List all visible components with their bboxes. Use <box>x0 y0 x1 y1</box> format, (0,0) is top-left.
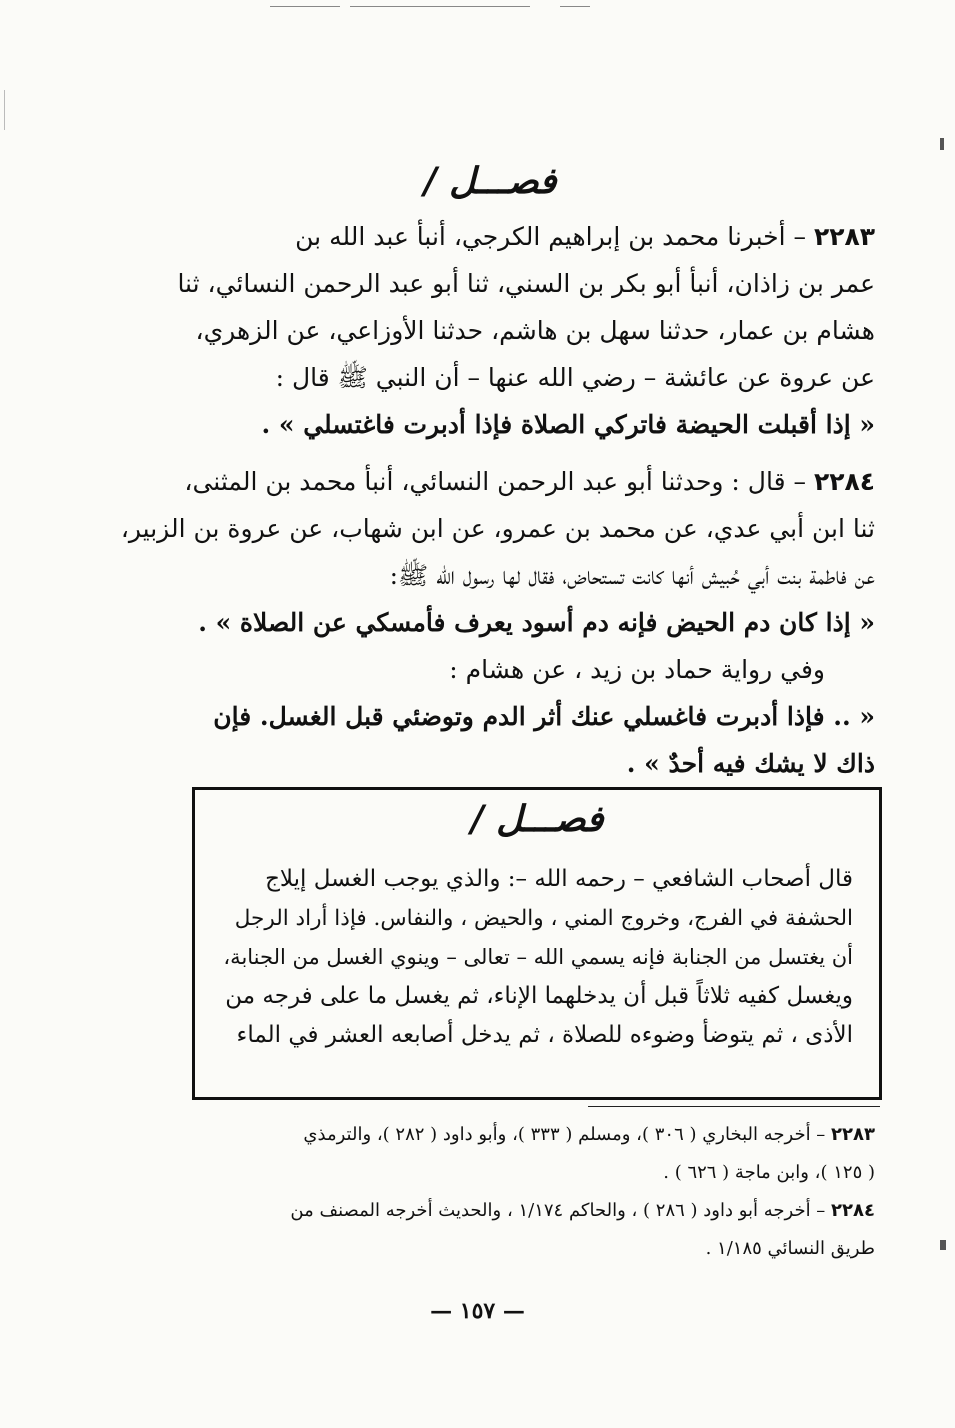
text-line: الأذى ، ثم يتوضأ وضوءه للصلاة ، ثم يدخل أصابعه العشر في الماء <box>236 1022 853 1048</box>
text-line: قال أصحاب الشافعي – رحمه الله –: والذي يوجب الغسل إيلاج <box>265 866 853 892</box>
footnote-rule <box>588 1106 880 1107</box>
text-line: الحشفة في الفرج، وخروج المني ، والحيض ، والنفاس. فإذا أراد الرجل <box>234 906 853 931</box>
top-rule <box>270 6 340 7</box>
hadith-text: « إذا أقبلت الحيضة فاتركي الصلاة فإذا أدبرت فاغتسلي » . <box>261 410 875 439</box>
paragraph-2283 <box>80 213 875 448</box>
text-line: أن يغتسل من الجنابة فإنه يسمي الله – تعالى – وينوي الغسل من الجنابة، <box>223 945 853 969</box>
footnotes <box>130 1116 875 1268</box>
footnote-line <box>130 1116 875 1154</box>
paragraph-2284 <box>80 458 875 787</box>
hadith-text: « .. فإذا أدبرت فاغسلي عنك أثر الدم وتوضئي قبل الغسل. فإن <box>213 702 875 731</box>
box-heading: فصـــل / <box>470 798 604 840</box>
footnote-line: ( ١٢٥ )، وابن ماجة ( ٦٢٦ ) . <box>663 1162 875 1183</box>
hadith-text: ذاك لا يشك فيه أحدٌ » . <box>626 749 875 778</box>
top-rule <box>350 6 530 7</box>
footnote-line: طريق النسائي ١/١٨٥ . <box>705 1238 875 1259</box>
riwaya-line: وفي رواية حماد بن زيد ، عن هشام : <box>449 655 825 684</box>
text-line <box>80 213 875 260</box>
text-span: – أخرجه البخاري ( ٣٠٦ )، ومسلم ( ٣٣٣ )، وأبو داود ( ٢٨٢ )، والترمذي <box>303 1124 826 1145</box>
section-heading: فصـــل / <box>423 160 557 202</box>
text-line: عن فاطمة بنت أبي حُبيش أنها كانت تستحاض، فقال لها رسول الله ﷺ: <box>389 561 875 590</box>
text-span: – قال : وحدثنا أبو عبد الرحمن النسائي، أنبأ محمد بن المثنى، <box>184 467 806 496</box>
top-rule <box>560 6 590 7</box>
text-span: – أخبرنا محمد بن إبراهيم الكرجي، أنبأ عبد الله بن <box>295 222 806 251</box>
text-line: عن عروة عن عائشة – رضي الله عنها – أن النبي ﷺ قال : <box>275 363 875 392</box>
margin-mark <box>4 90 5 130</box>
text-line: عمر بن زاذان، أنبأ أبو بكر بن السني، ثنا أبو عبد الرحمن النسائي، ثنا <box>177 269 875 298</box>
text-line: هشام بن عمار، حدثنا سهل بن هاشم، حدثنا الأوزاعي، عن الزهري، <box>195 316 875 345</box>
footnote-line <box>130 1192 875 1230</box>
text-line: ويغسل كفيه ثلاثاً قبل أن يدخلهما الإناء، ثم يغسل ما على فرجه من <box>225 983 853 1009</box>
text-line <box>80 458 875 505</box>
box-text <box>221 860 853 1055</box>
footnote-number: ٢٢٨٤ <box>831 1200 875 1221</box>
boxed-section <box>192 787 882 1100</box>
hadith-text: « إذا كان دم الحيض فإنه دم أسود يعرف فأمسكي عن الصلاة » . <box>198 608 875 637</box>
text-span: – أخرجه أبو داود ( ٢٨٦ ) ، والحاكم ١/١٧٤ ، والحديث أخرجه المصنف من <box>290 1200 826 1221</box>
hadith-number: ٢٢٨٣ <box>813 222 875 251</box>
margin-mark <box>940 138 944 150</box>
page-number: — ١٥٧ — <box>430 1298 525 1324</box>
hadith-number: ٢٢٨٤ <box>813 467 875 496</box>
text-line: ثنا ابن أبي عدي، عن محمد بن عمرو، عن ابن شهاب، عن عروة بن الزبير، <box>120 514 875 543</box>
margin-mark <box>940 1240 946 1250</box>
footnote-number: ٢٢٨٣ <box>831 1124 875 1145</box>
